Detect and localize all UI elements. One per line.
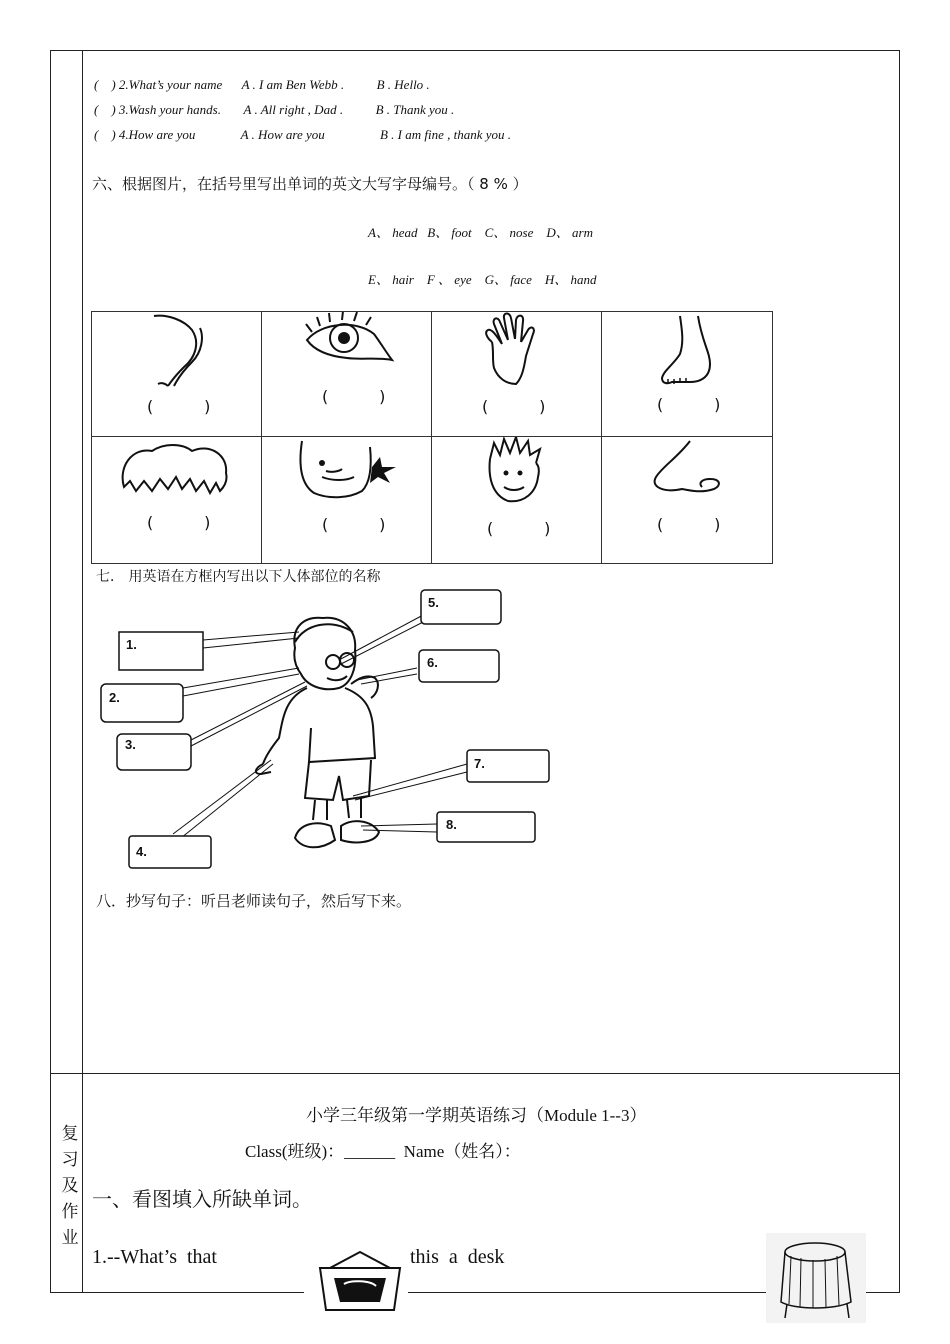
label-number-2: 2. xyxy=(109,690,120,705)
answer-blank[interactable]: ( ) xyxy=(322,515,386,534)
grid-cell-eye xyxy=(262,312,432,437)
table-border-right xyxy=(899,50,900,1293)
answer-blank[interactable]: ( ) xyxy=(482,397,546,416)
table-row-divider xyxy=(50,1073,900,1074)
label-number-6: 6. xyxy=(427,655,438,670)
label-number-4: 4. xyxy=(136,844,147,859)
table-border-left xyxy=(50,50,51,1293)
head-picture xyxy=(432,437,602,507)
table-picture xyxy=(765,1232,867,1324)
side-char: 习 xyxy=(61,1150,79,1170)
question-3: ( ) 3.Wash your hands. A . All right , Dad . B . Thank you . xyxy=(94,102,455,117)
picture-grid xyxy=(91,311,773,564)
answer-blank[interactable]: ( ) xyxy=(657,395,721,414)
grid-cell-nose xyxy=(602,437,772,563)
foot-picture xyxy=(602,312,772,392)
eye-picture xyxy=(262,312,432,372)
hair-picture xyxy=(92,437,262,507)
section-8-title: 八．抄写句子：听吕老师读句子，然后写下来。 xyxy=(96,892,412,910)
homework-side-label xyxy=(55,1121,85,1251)
side-char: 复 xyxy=(61,1124,79,1144)
table-border-inner xyxy=(82,50,83,1293)
table-border-bottom-left xyxy=(50,1292,304,1293)
label-number-5: 5. xyxy=(428,595,439,610)
label-number-8: 8. xyxy=(446,817,457,832)
question-1-left: 1.--What’s that xyxy=(92,1246,217,1268)
side-char: 及 xyxy=(61,1176,79,1196)
answer-blank[interactable]: ( ) xyxy=(147,397,211,416)
grid-cell-hair xyxy=(92,437,262,563)
section-7-title: 七． 用英语在方框内写出以下人体部位的名称 xyxy=(96,569,381,585)
answer-blank[interactable]: ( ) xyxy=(657,515,721,534)
grid-cell-hand xyxy=(432,312,602,437)
bag-picture xyxy=(310,1244,410,1320)
boy-diagram xyxy=(95,588,555,870)
nose-picture xyxy=(602,437,772,507)
table-border-top xyxy=(50,50,900,51)
answer-blank[interactable]: ( ) xyxy=(487,519,551,538)
grid-cell-foot xyxy=(602,312,772,437)
answer-blank[interactable]: ( ) xyxy=(147,513,211,532)
hand-picture xyxy=(432,312,602,392)
face-picture xyxy=(262,437,432,507)
class-name-line: Class(班级)：______ Name（姓名）： xyxy=(245,1142,521,1161)
grid-cell-arm xyxy=(92,312,262,437)
question-2: ( ) 2.What’s your name A . I am Ben Webb . B . Hello . xyxy=(94,77,430,92)
part-1-title: 一、看图填入所缺单词。 xyxy=(92,1189,312,1211)
label-number-1: 1. xyxy=(126,637,137,652)
arm-picture xyxy=(92,312,262,392)
options-row-2: E、 hair F 、 eye G、 face H、 hand xyxy=(368,272,597,287)
question-1-right: this a desk xyxy=(410,1246,505,1268)
homework-heading: 小学三年级第一学期英语练习（Module 1--3） xyxy=(306,1106,647,1125)
question-4: ( ) 4.How are you A . How are you B . I am fine , thank you . xyxy=(94,127,512,142)
label-number-7: 7. xyxy=(474,756,485,771)
grid-cell-head xyxy=(432,437,602,563)
grid-cell-face xyxy=(262,437,432,563)
options-row-1: A、 head B、 foot C、 nose D、 arm xyxy=(368,225,593,240)
side-char: 业 xyxy=(61,1228,79,1248)
section-6-title: 六、根据图片，在括号里写出单词的英文大写字母编号。（ 8 % ） xyxy=(92,175,528,193)
boy-figure xyxy=(256,618,379,848)
answer-blank[interactable]: ( ) xyxy=(322,387,386,406)
label-number-3: 3. xyxy=(125,737,136,752)
side-char: 作 xyxy=(61,1202,79,1222)
